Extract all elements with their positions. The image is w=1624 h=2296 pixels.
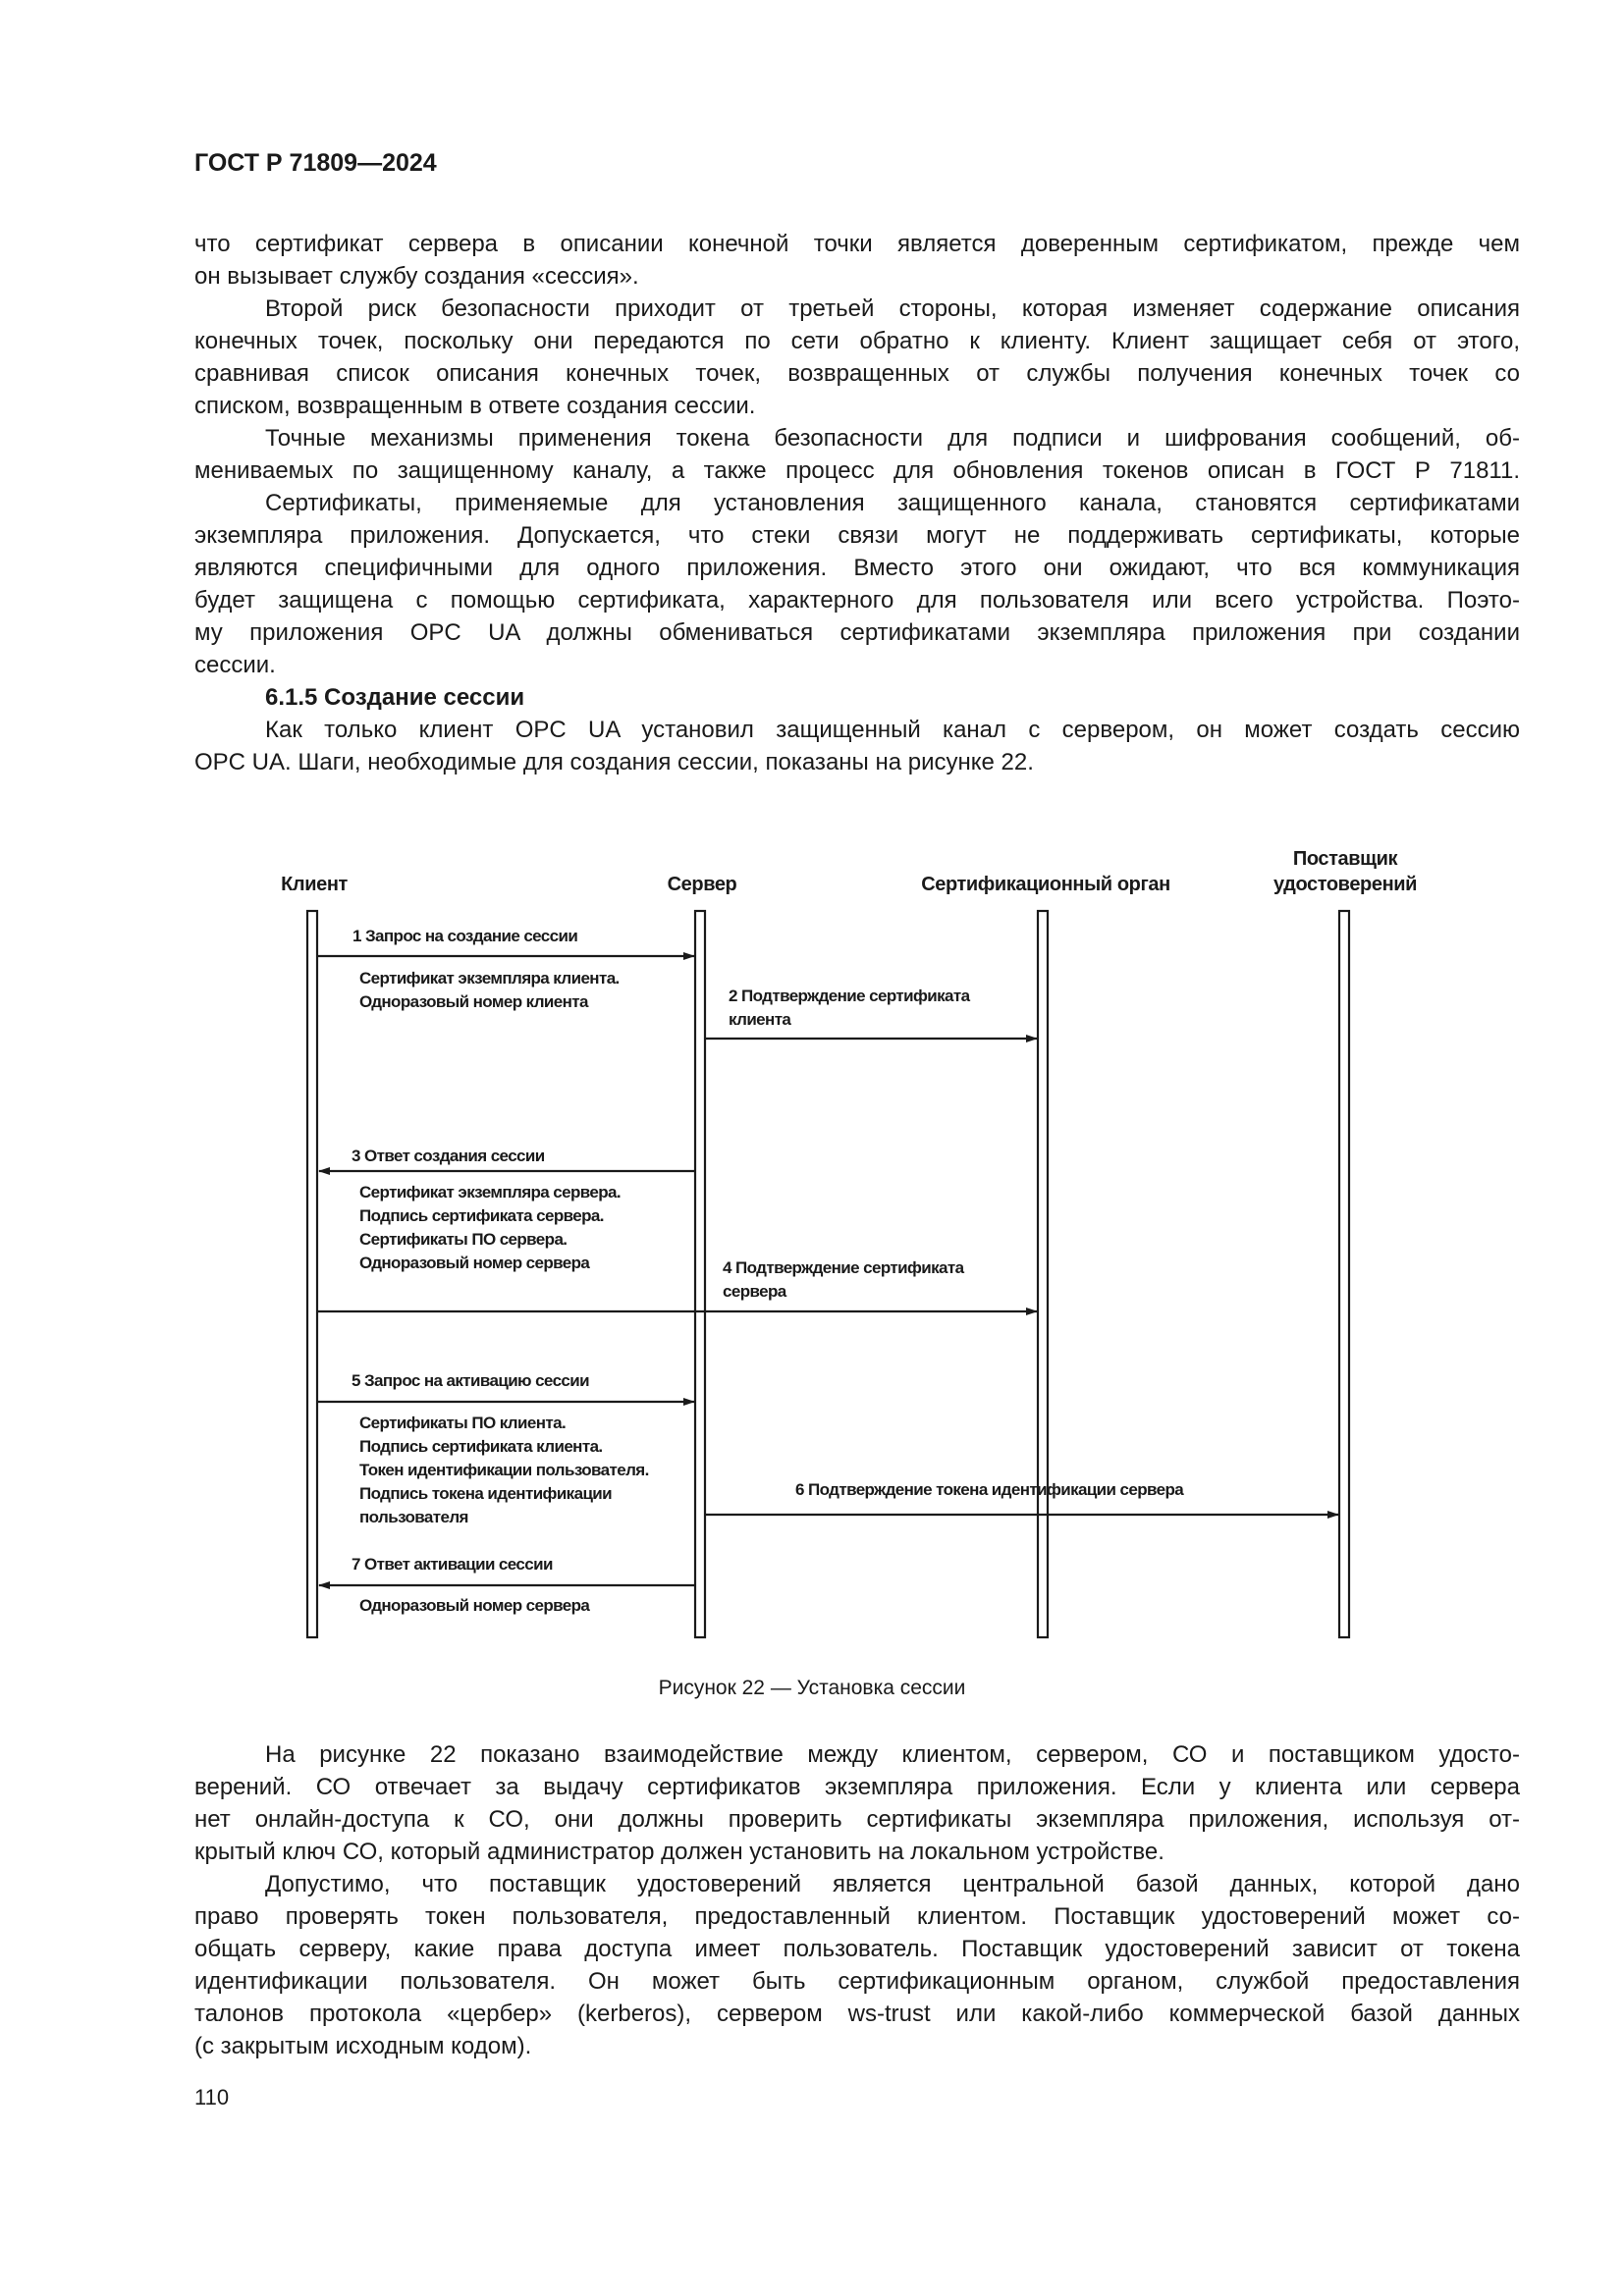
message-7-note: Одноразовый номер сервера (359, 1596, 590, 1615)
text-line: Как только клиент OPC UA установил защищенный канал с сервером, он может создать сессию (265, 717, 1520, 743)
message-7-label: 7 Ответ активации сессии (352, 1555, 553, 1574)
participant-ca: Сертификационный орган (921, 874, 1170, 895)
text-line: талонов протокола «цербер» (kerberos), сервером ws-trust или какой-либо коммерческой базой данных (194, 2001, 1520, 2027)
participant-client: Клиент (281, 874, 348, 895)
server-lifeline (695, 911, 705, 1637)
text-line: Допустимо, что поставщик удостоверений является центральной базой данных, которой дано (265, 1871, 1520, 1897)
text-line: крытый ключ СО, который администратор должен установить на локальном устройстве. (194, 1839, 1164, 1865)
message-5-note: Сертификаты ПО клиента. Подпись сертификата клиента. Токен идентификации пользователя. Подпись токена идентификации пользователя (359, 1414, 649, 1526)
after-text (194, 1738, 1520, 2062)
participant-server: Сервер (667, 874, 737, 895)
text-line: экземпляра приложения. Допускается, что стеки связи могут не поддерживать сертификаты, которые (194, 522, 1520, 549)
message-6-label: 6 Подтверждение токена идентификации сервера (795, 1480, 1184, 1499)
page-number: 110 (194, 2085, 230, 2109)
message-1-note: Сертификат экземпляра клиента. Одноразовый номер клиента (359, 969, 620, 1011)
message-5-label: 5 Запрос на активацию сессии (352, 1371, 589, 1390)
provider-lifeline (1339, 911, 1349, 1637)
text-line: сравнивая список описания конечных точек, возвращенных от службы получения конечных точек со (194, 360, 1520, 387)
message-3-note: Сертификат экземпляра сервера. Подпись сертификата сервера. Сертификаты ПО сервера. Одноразовый номер сервера (359, 1183, 622, 1272)
figure-caption: Рисунок 22 — Установка сессии (658, 1677, 966, 1699)
text-line: идентификации пользователя. Он может быть сертификационным органом, службой предоставления (194, 1968, 1520, 1995)
text-line: что сертификат сервера в описании конечной точки является доверенным сертификатом, прежде чем (194, 231, 1520, 257)
text-line: Точные механизмы применения токена безопасности для подписи и шифрования сообщений, об- (265, 425, 1520, 452)
text-line: являются специфичными для одного приложения. Вместо этого они ожидают, что вся коммуникация (194, 555, 1520, 581)
text-line: верений. СО отвечает за выдачу сертификатов экземпляра приложения. Если у клиента или сервера (194, 1774, 1520, 1800)
participant-provider-line1: Поставщик (1292, 848, 1398, 870)
text-line: он вызывает службу создания «сессия». (194, 263, 639, 290)
text-line: На рисунке 22 показано взаимодействие между клиентом, сервером, СО и поставщиком удосто- (265, 1741, 1520, 1768)
section-heading: 6.1.5 Создание сессии (265, 684, 525, 711)
text-line: конечных точек, поскольку они передаются по сети обратно к клиенту. Клиент защищает себя от этого, (194, 328, 1520, 354)
text-line: Второй риск безопасности приходит от третьей стороны, которая изменяет содержание описания (265, 295, 1520, 322)
client-lifeline (307, 911, 317, 1637)
text-line: Сертификаты, применяемые для установления защищенного канала, становятся сертификатами (265, 490, 1520, 516)
text-line: будет защищена с помощью сертификата, характерного для пользователя или всего устройства. Поэто- (194, 587, 1520, 614)
text-line: общать серверу, какие права доступа имеет пользователь. Поставщик удостоверений зависит от токена (194, 1936, 1520, 1962)
text-line: (с закрытым исходным кодом). (194, 2033, 532, 2059)
text-line: му приложения OPC UA должны обмениваться сертификатами экземпляра приложения при создании (194, 619, 1520, 646)
message-3-label: 3 Ответ создания сессии (352, 1147, 545, 1165)
text-line: сессии. (194, 652, 276, 678)
message-2-label: 2 Подтверждение сертификата клиента (729, 987, 970, 1029)
text-line: списком, возвращенным в ответе создания сессии. (194, 393, 756, 419)
document-header: ГОСТ Р 71809—2024 (194, 149, 437, 177)
message-4-label: 4 Подтверждение сертификата сервера (723, 1258, 964, 1301)
message-1-label: 1 Запрос на создание сессии (352, 927, 578, 945)
text-line: OPC UA. Шаги, необходимые для создания сессии, показаны на рисунке 22. (194, 749, 1034, 775)
ca-lifeline (1038, 911, 1048, 1637)
text-line: право проверять токен пользователя, предоставленный клиентом. Поставщик удостоверений может со- (194, 1903, 1520, 1930)
participant-provider-line2: удостоверений (1272, 874, 1418, 895)
text-line: нет онлайн-доступа к СО, они должны проверить сертификаты экземпляра приложения, используя от- (194, 1806, 1520, 1833)
text-line: мениваемых по защищенному каналу, а также процесс для обновления токенов описан в ГОСТ Р 71811. (194, 457, 1520, 484)
